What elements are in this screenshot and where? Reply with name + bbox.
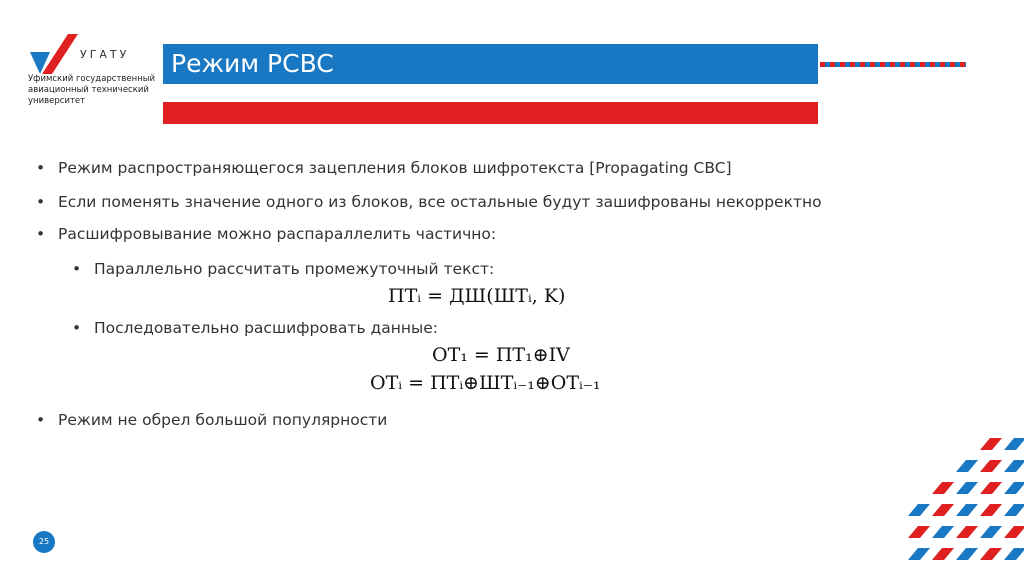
- flag-shape: [980, 438, 1002, 450]
- university-logo: [28, 34, 158, 114]
- bullet-icon: •: [72, 319, 82, 337]
- flag-shape: [956, 482, 978, 494]
- flag-shape: [956, 526, 978, 538]
- red-accent-bar: [163, 102, 818, 124]
- flag-shape: [980, 548, 1002, 560]
- flag-shape: [980, 526, 1002, 538]
- flag-shape: [980, 504, 1002, 516]
- flag-shape: [932, 504, 954, 516]
- flag-shape: [1004, 526, 1024, 538]
- logo-wing-icon: [28, 34, 80, 78]
- flag-shape: [908, 548, 930, 560]
- flag-shape: [932, 548, 954, 560]
- flag-shape: [932, 526, 954, 538]
- bullet-icon: •: [36, 411, 46, 429]
- flag-pattern-decoration: [905, 430, 1024, 574]
- flag-shape: [1004, 548, 1024, 560]
- flag-shape: [932, 482, 954, 494]
- flag-shape: [980, 460, 1002, 472]
- bullet-icon: •: [36, 159, 46, 177]
- flag-shape: [956, 460, 978, 472]
- formula-first-block: ОТ₁ = ПТ₁⊕IV: [432, 344, 570, 366]
- flag-shape: [1004, 460, 1024, 472]
- flag-shape: [956, 504, 978, 516]
- logo-university-name: Уфимский государственный авиационный технический университет: [28, 74, 156, 106]
- page-title: Режим PCBC: [171, 49, 334, 78]
- bullet-icon: •: [72, 260, 82, 278]
- flag-shape: [1004, 438, 1024, 450]
- stripe-decoration: [820, 62, 966, 67]
- bullet-icon: •: [36, 193, 46, 211]
- formula-intermediate: ПТᵢ = ДШ(ШТᵢ, K): [388, 285, 566, 307]
- flag-shape: [908, 526, 930, 538]
- flag-shape: [908, 504, 930, 516]
- flag-shape: [980, 482, 1002, 494]
- flag-shape: [1004, 504, 1024, 516]
- bullet-icon: •: [36, 225, 46, 243]
- flag-shape: [1004, 482, 1024, 494]
- title-bar: [163, 44, 818, 84]
- page-number-badge: 25: [33, 531, 55, 553]
- formula-next-block: ОТᵢ = ПТᵢ⊕ШТᵢ₋₁⊕ОТᵢ₋₁: [370, 372, 601, 394]
- flag-shape: [956, 548, 978, 560]
- logo-abbreviation: УГАТУ: [80, 48, 130, 61]
